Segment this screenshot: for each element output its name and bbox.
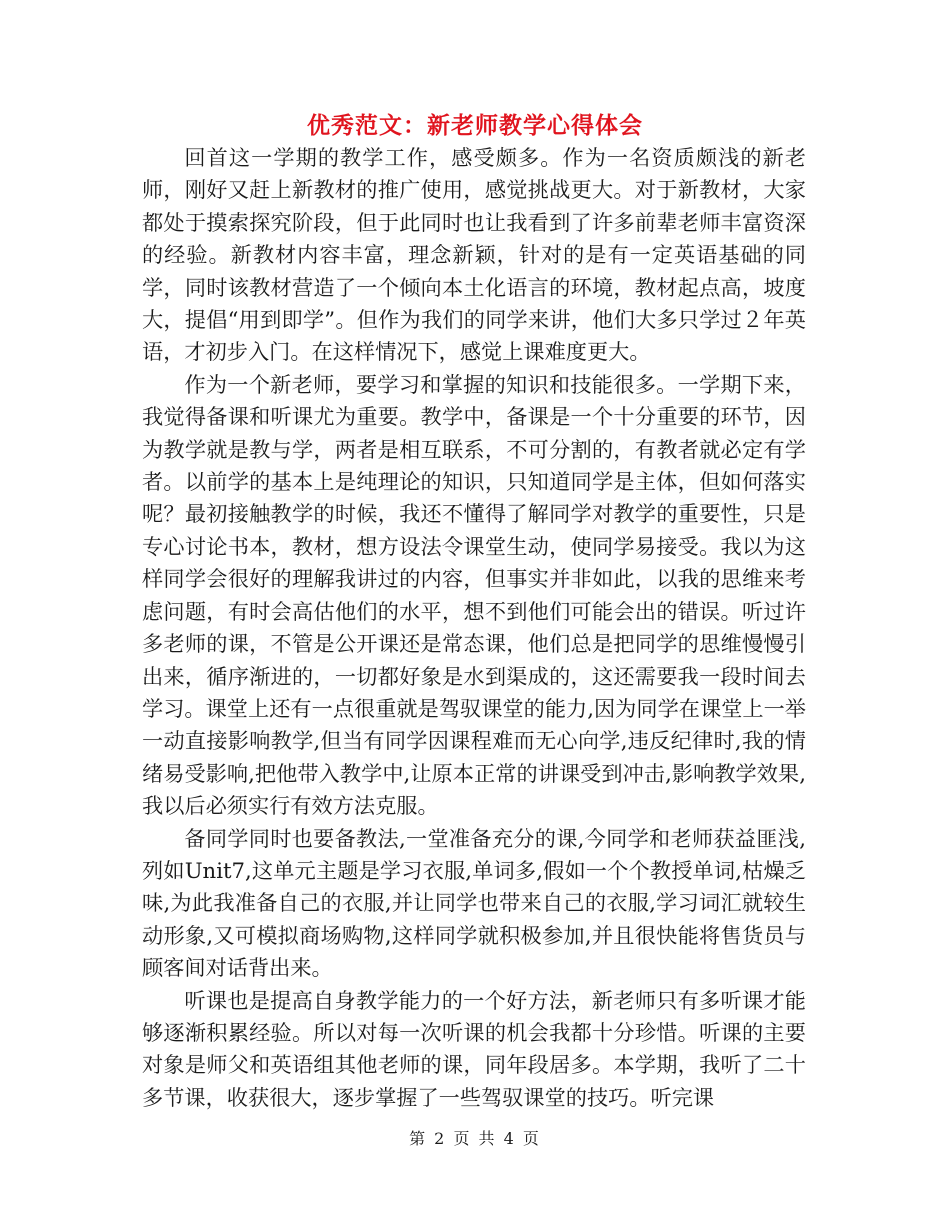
document-title: 优秀范文：新老师教学心得体会 xyxy=(307,112,643,139)
page-number-footer: 第 2 页 共 4 页 xyxy=(409,1129,541,1148)
document-body xyxy=(142,142,806,1114)
paragraph-2: 作为一个新老师，要学习和掌握的知识和技能很多。一学期下来，我觉得备课和听课尤为重要。教学中，备课是一个十分重要的环节，因为教学就是教与学，两者是相互联系，不可分割的，有教者就必定有学者。以前学的基本上是纯理论的知识，只知道同学是主体，但如何落实呢？最初接触教学的时候，我还不懂得了解同学对教学的重要性，只是专心讨论书本，教材，想方设法令课堂生动，使同学易接受。我以为这样同学会很好的理解我讲过的内容，但事实并非如此，以我的思维来考虑问题，有时会高估他们的水平，想不到他们可能会出的错误。听过许多老师的课，不管是公开课还是常态课，他们总是把同学的思维慢慢引出来，循序渐进的，一切都好象是水到渠成的，这还需要我一段时间去学习。课堂上还有一点很重就是驾驭课堂的能力,因为同学在课堂上一举一动直接影响教学,但当有同学因课程难而无心向学,违反纪律时,我的情绪易受影响,把他带入教学中,让原本正常的讲课受到冲击,影响教学效果,我以后必须实行有效方法克服。 xyxy=(142,371,806,819)
paragraph-1: 回首这一学期的教学工作，感受颇多。作为一名资质颇浅的新老师，刚好又赶上新教材的推广使用，感觉挑战更大。对于新教材，大家都处于摸索探究阶段，但于此同时也让我看到了许多前辈老师丰富资深的经验。新教材内容丰富，理念新颖，针对的是有一定英语基础的同学，同时该教材营造了一个倾向本土化语言的环境，教材起点高，坡度大，提倡“用到即学”。但作为我们的同学来讲，他们大多只学过２年英语，才初步入门。在这样情况下，感觉上课难度更大。 xyxy=(142,145,806,365)
paragraph-3: 备同学同时也要备教法,一堂准备充分的课,今同学和老师获益匪浅,列如Unit7,这单元主题是学习衣服,单词多,假如一个个教授单词,枯燥乏味,为此我准备自己的衣服,并让同学也带来自己的衣服,学习词汇就较生动形象,又可模拟商场购物,这样同学就积极参加,并且很快能将售货员与顾客间对话背出来。 xyxy=(142,825,806,981)
paragraph-4: 听课也是提高自身教学能力的一个好方法，新老师只有多听课才能够逐渐积累经验。所以对每一次听课的机会我都十分珍惜。听课的主要对象是师父和英语组其他老师的课，同年段居多。本学期，我听了二十多节课，收获很大，逐步掌握了一些驾驭课堂的技巧。听完课 xyxy=(142,987,806,1110)
